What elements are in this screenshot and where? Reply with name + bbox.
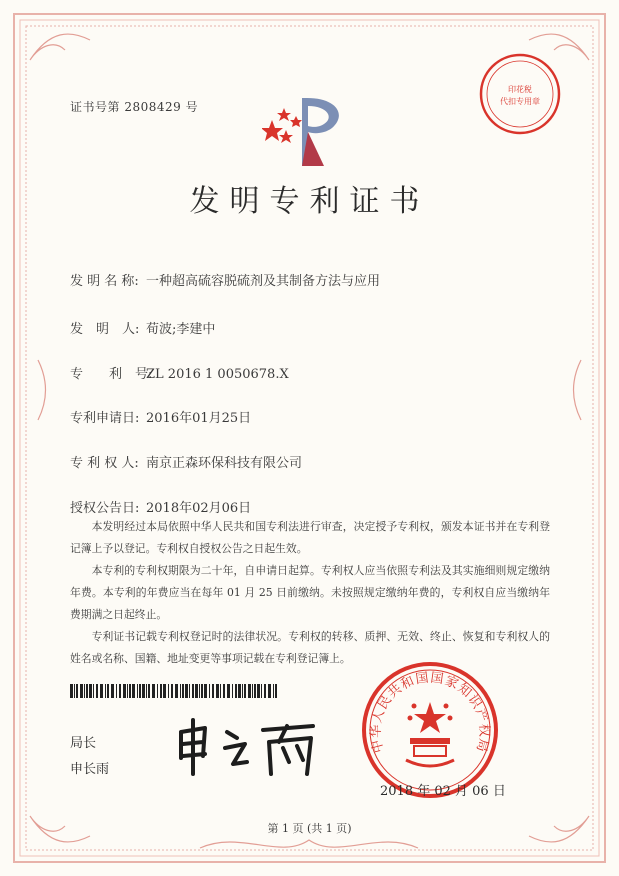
field-label: 发 明 名 称: xyxy=(70,274,139,289)
certificate-number-suffix: 号 xyxy=(185,100,199,114)
field-label: 专 利 权 人: xyxy=(70,456,139,471)
national-ipa-seal xyxy=(360,660,500,800)
field-label: 专利申请日: xyxy=(70,411,140,426)
field-value: 荀波;李建中 xyxy=(146,322,216,337)
certificate-body xyxy=(70,516,550,670)
field-inventor xyxy=(70,318,215,337)
patent-office-logo xyxy=(262,90,352,170)
agency-seal xyxy=(478,52,562,136)
field-label: 发 明 人: xyxy=(70,322,140,337)
director-signature xyxy=(175,718,325,778)
svg-text:印花税: 印花税 xyxy=(508,85,532,94)
body-paragraph: 本发明经过本局依照中华人民共和国专利法进行审查，决定授予专利权，颁发本证书并在专利登记簿上予以登记。专利权自授权公告之日起生效。 xyxy=(70,520,550,555)
svg-text:代扣专用章: 代扣专用章 xyxy=(500,97,540,106)
field-patent-number xyxy=(70,363,289,382)
barcode xyxy=(70,684,280,698)
director-title: 局长 xyxy=(70,736,97,751)
field-value: 一种超高硫容脱硫剂及其制备方法与应用 xyxy=(146,274,381,289)
body-paragraph: 本专利的专利权期限为二十年，自申请日起算。专利权人应当依照专利法及其实施细则规定缴纳年费。本专利的年费应当在每年 01 月 25 日前缴纳。未按照规定缴纳年费的，专利权自应当缴纳年费期满之日起终止。 xyxy=(70,564,550,621)
certificate-title: 发明专利证书 xyxy=(189,184,430,219)
field-patentee xyxy=(70,452,302,471)
field-value: ZL 2016 1 0050678.X xyxy=(146,367,289,382)
certificate-number-label: 证书号第 xyxy=(70,100,121,114)
seal-date: 2018 年 02 月 06 日 xyxy=(380,784,506,799)
field-invention-name xyxy=(70,270,380,289)
field-label: 专 利 号: xyxy=(70,367,153,382)
field-value: 2016年01月25日 xyxy=(146,411,252,426)
body-paragraph: 专利证书记载专利权登记时的法律状况。专利权的转移、质押、无效、终止、恢复和专利权人的姓名或名称、国籍、地址变更等事项记载在专利登记簿上。 xyxy=(70,630,550,665)
field-value: 2018年02月06日 xyxy=(146,501,252,516)
field-grant-date xyxy=(70,497,251,516)
field-application-date xyxy=(70,407,251,426)
director-name: 申长雨 xyxy=(70,762,110,777)
seal-text: 中华人民共和国国家知识产权局 xyxy=(368,670,492,755)
field-value: 南京正森环保科技有限公司 xyxy=(146,456,303,471)
certificate-number-value: 2808429 xyxy=(124,100,182,114)
field-label: 授权公告日: xyxy=(70,501,140,516)
page-footer: 第 1 页 (共 1 页) xyxy=(267,822,352,835)
certificate-number xyxy=(70,98,198,115)
